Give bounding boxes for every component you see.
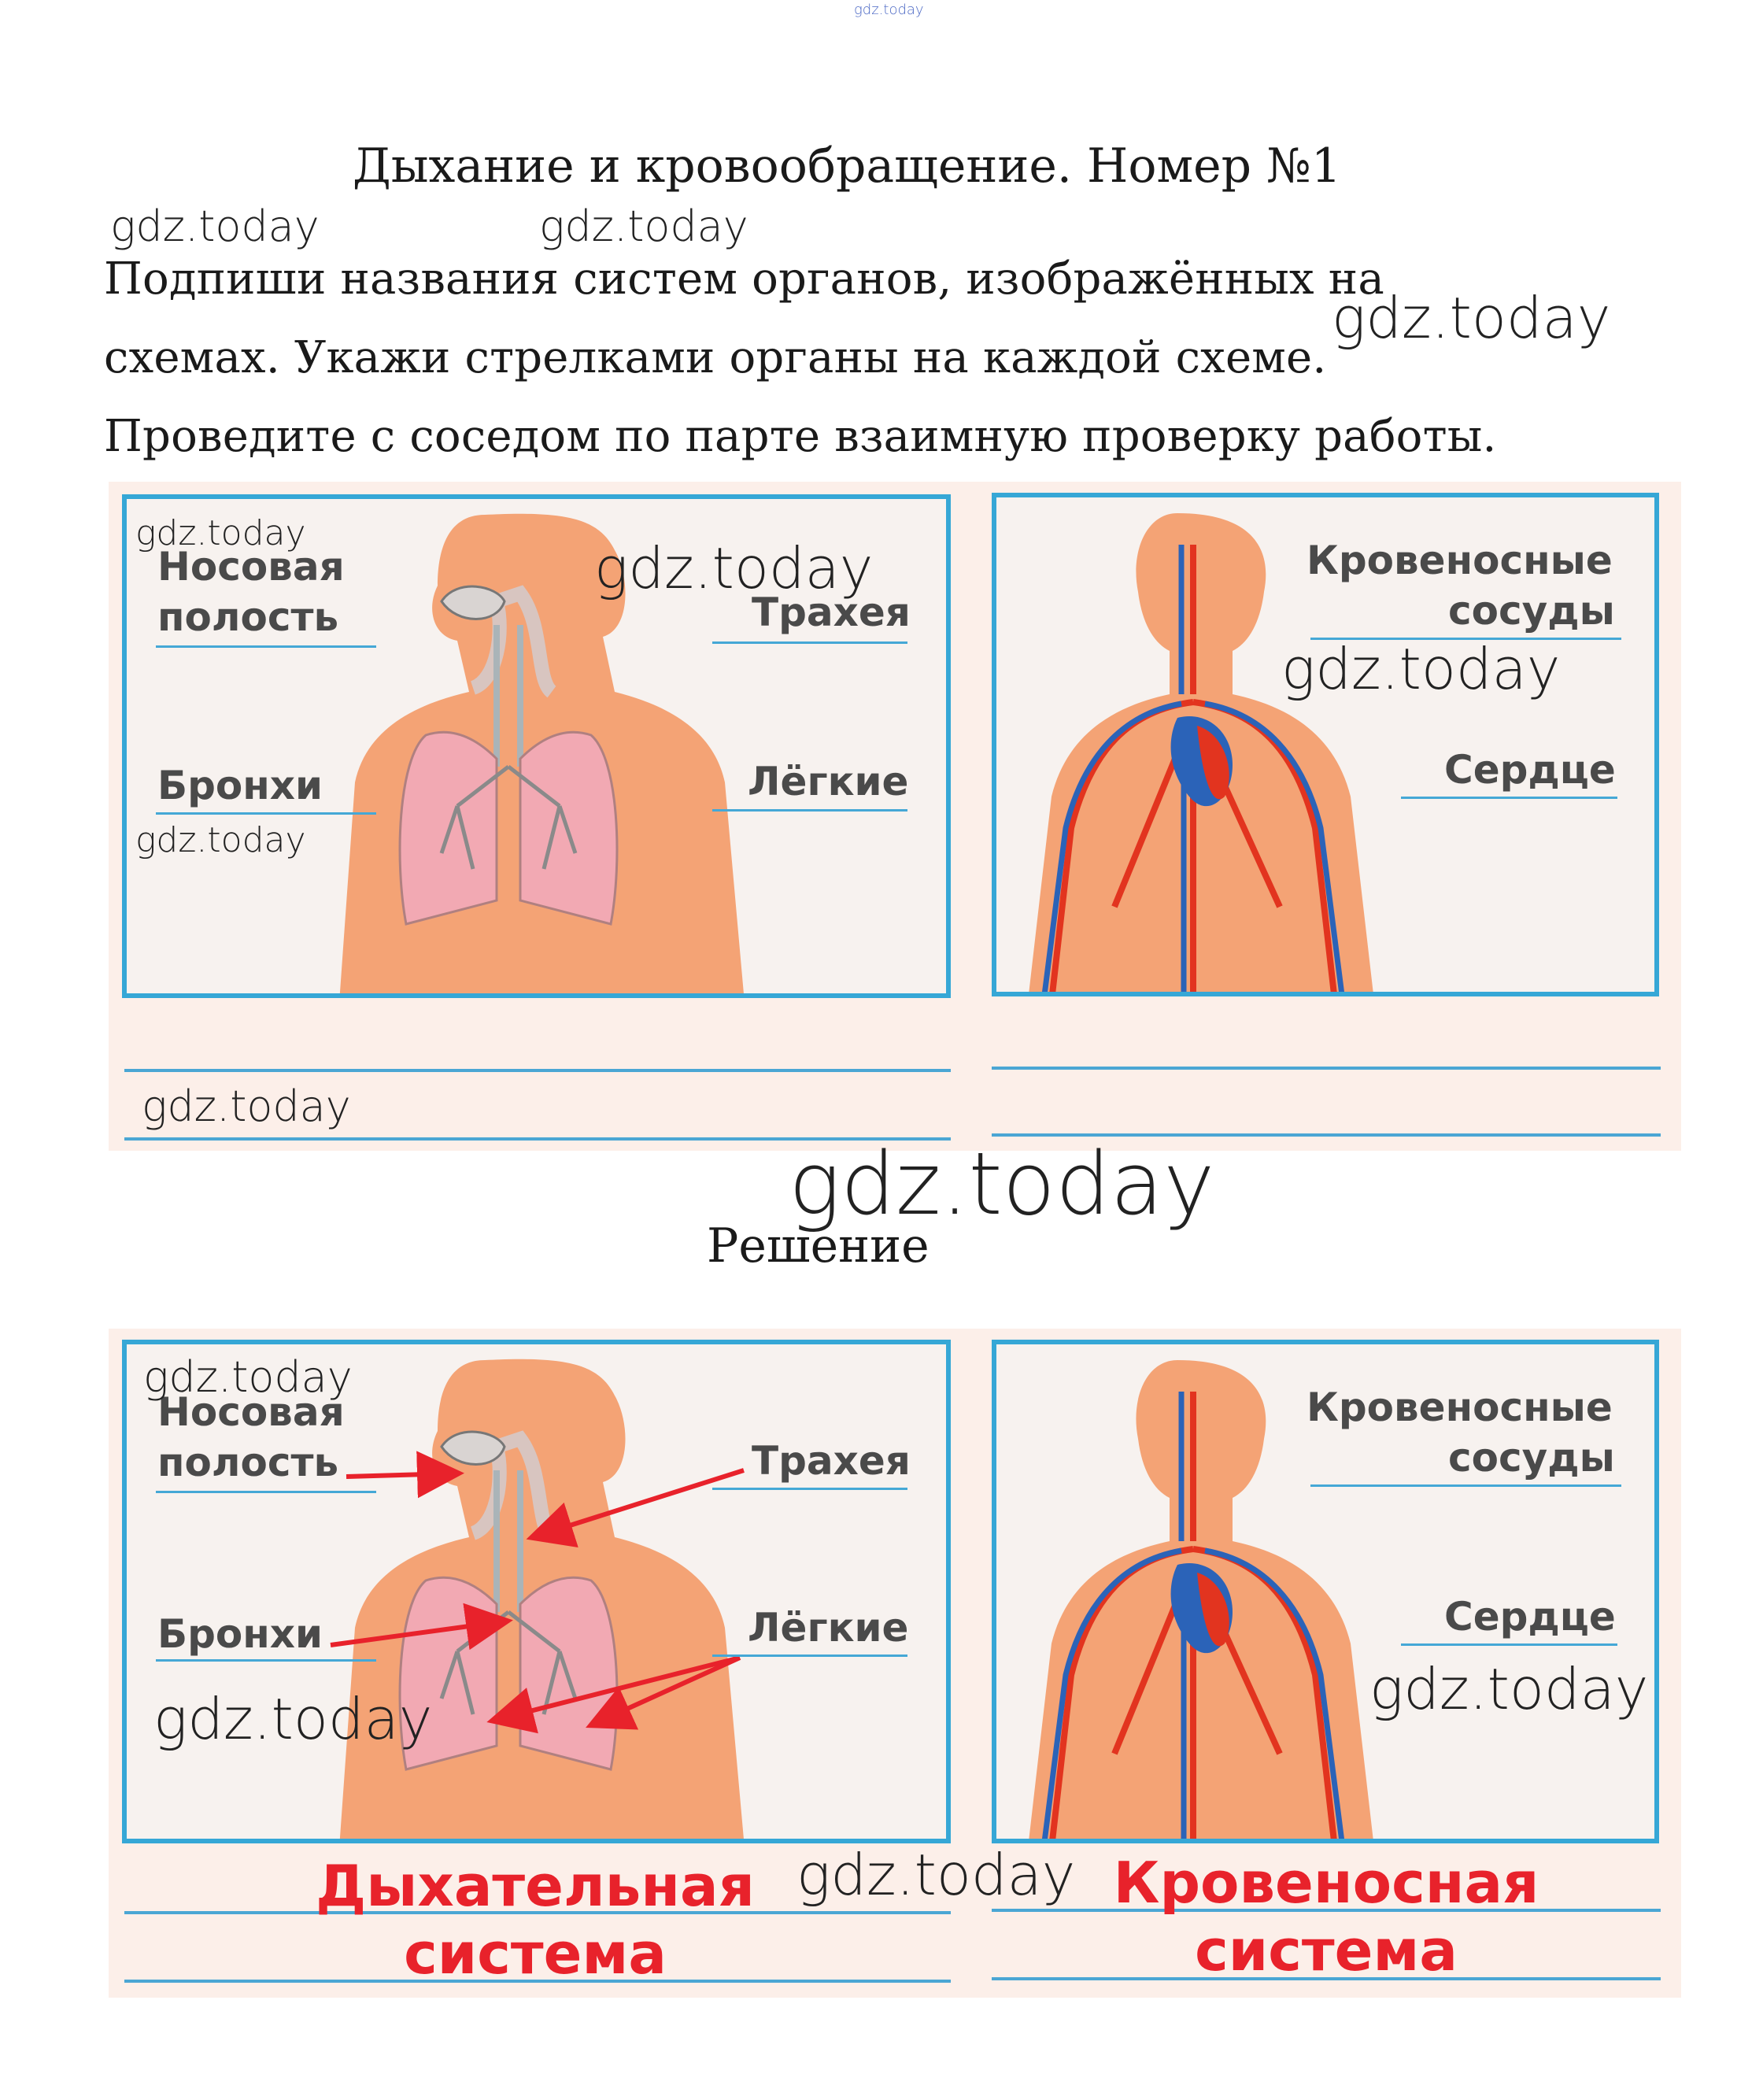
top-watermark: gdz.today (854, 2, 924, 18)
watermark: gdz.today (789, 1133, 1215, 1234)
watermark: gdz.today (143, 1352, 353, 1402)
answer-line (992, 1067, 1661, 1070)
label-trachea: Трахея (752, 1438, 911, 1484)
watermark: gdz.today (594, 535, 874, 601)
watermark: gdz.today (110, 201, 320, 251)
watermark: gdz.today (539, 201, 748, 251)
answer-line (124, 1069, 951, 1072)
label-lungs: Лёгкие (748, 759, 909, 804)
watermark: gdz.today (1281, 636, 1561, 702)
page-title: Дыхание и кровообращение. Номер №1 (353, 139, 1342, 194)
label-underline (712, 809, 907, 812)
label-vessels-2: сосуды (1448, 1435, 1615, 1481)
label-vessels-1: Кровеносные (1307, 538, 1613, 583)
watermark: gdz.today (142, 1081, 351, 1131)
background-text (505, 531, 516, 571)
label-underline (156, 645, 376, 648)
label-nasal-cavity-2: полость (157, 594, 339, 640)
label-bronchi: Бронхи (157, 763, 323, 808)
label-underline (1310, 1484, 1621, 1487)
answer-respiratory-line-2: система (404, 1921, 667, 1987)
watermark: gdz.today (135, 513, 306, 553)
answer-circulatory-line-1: Кровеносная (1113, 1850, 1539, 1916)
watermark: gdz.today (796, 1842, 1076, 1908)
label-underline (1401, 797, 1617, 799)
answer-respiratory-line-1: Дыхательная (316, 1853, 755, 1919)
label-nasal-cavity-1: Носовая (157, 544, 345, 590)
solution-heading: Решение (707, 1218, 930, 1274)
label-bronchi: Бронхи (157, 1611, 323, 1657)
task-line-1: Подпиши названия систем органов, изображённых на (104, 253, 1384, 305)
label-vessels-2: сосуды (1448, 588, 1615, 634)
label-underline (1401, 1643, 1617, 1646)
watermark: gdz.today (1369, 1656, 1649, 1722)
watermark: gdz.today (135, 820, 306, 860)
label-heart: Сердце (1444, 1594, 1616, 1640)
task-line-2: схемах. Укажи стрелками органы на каждой схеме. (104, 332, 1327, 383)
label-vessels-1: Кровеносные (1307, 1385, 1613, 1430)
label-underline (156, 812, 376, 815)
watermark: gdz.today (153, 1686, 433, 1752)
label-underline (712, 1488, 907, 1490)
label-underline (712, 1654, 907, 1657)
label-heart: Сердце (1444, 747, 1616, 793)
label-underline (712, 641, 907, 644)
label-trachea: Трахея (752, 590, 911, 635)
label-nasal-cavity-1: Носовая (157, 1389, 345, 1435)
task-line-3: Проведите с соседом по парте взаимную проверку работы. (104, 411, 1497, 462)
label-nasal-cavity-2: полость (157, 1440, 339, 1485)
watermark: gdz.today (1332, 285, 1611, 351)
label-underline (156, 1491, 376, 1493)
label-lungs: Лёгкие (748, 1605, 909, 1651)
label-underline (156, 1659, 376, 1662)
answer-circulatory-line-2: система (1195, 1917, 1458, 1984)
